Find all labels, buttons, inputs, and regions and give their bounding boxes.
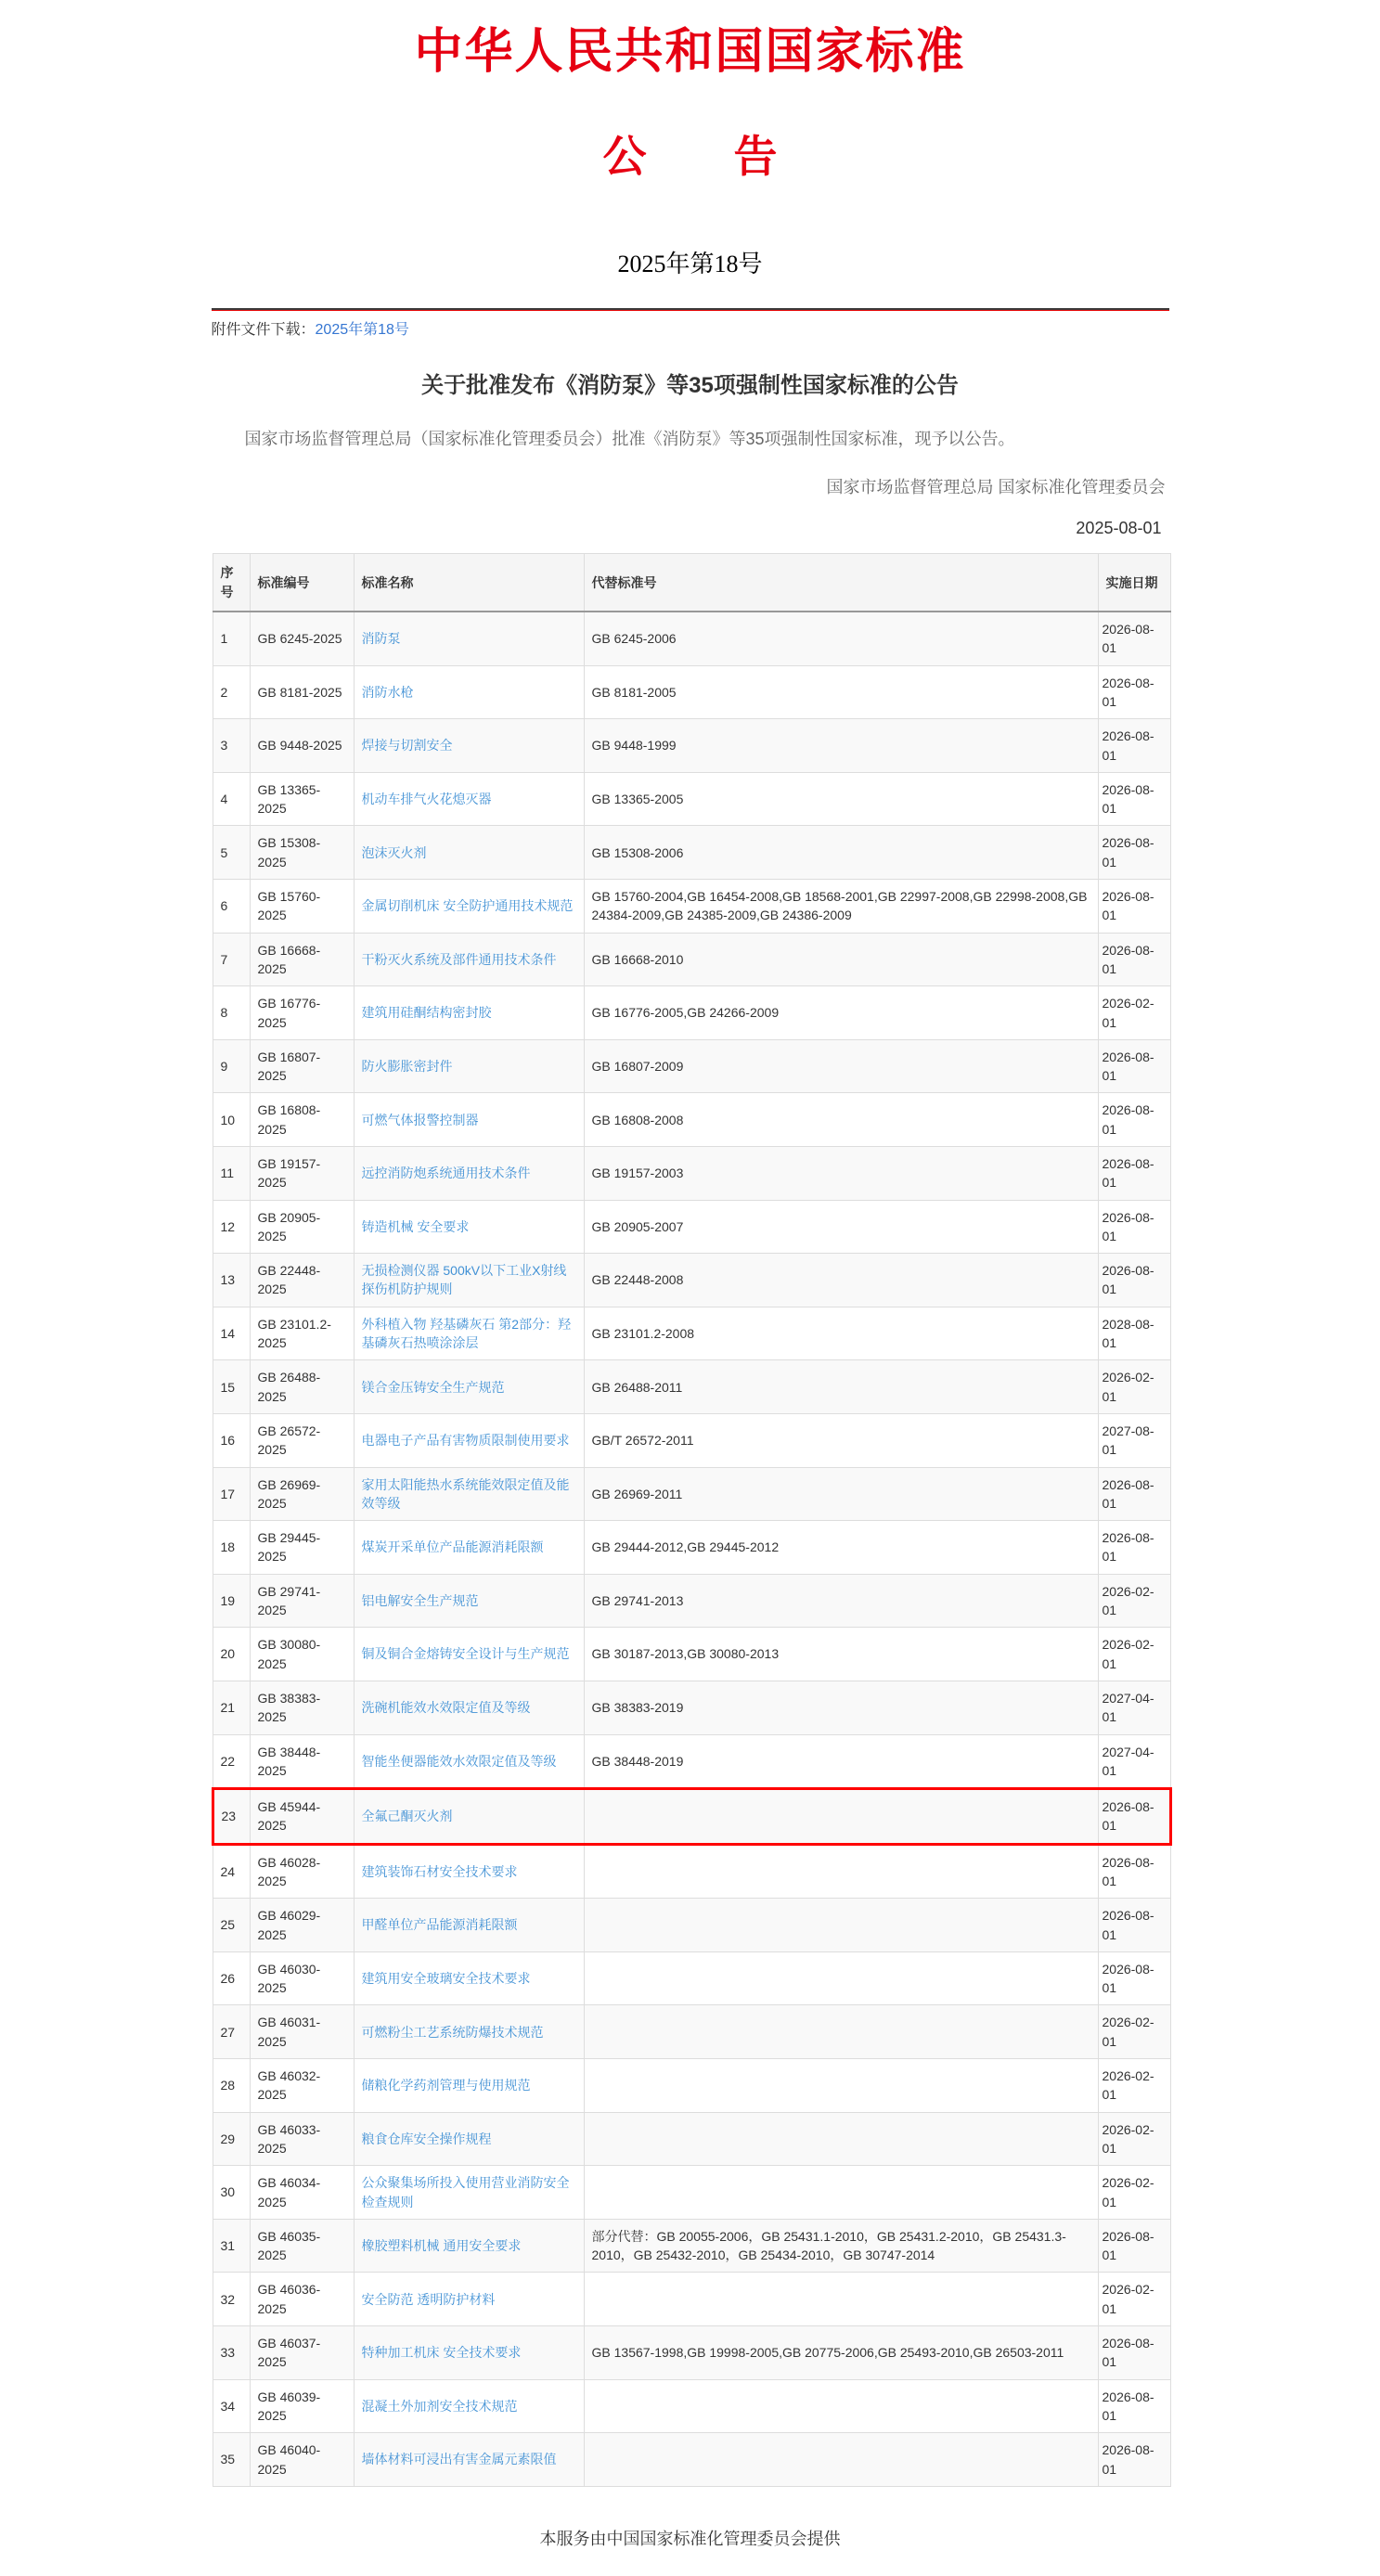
table-row (213, 1521, 1170, 1575)
cell-standard-name (354, 612, 584, 665)
cell-standard-code: GB 46030-2025 (250, 1951, 354, 2005)
cell-standard-code: GB 29445-2025 (250, 1521, 354, 1575)
table-row (213, 2219, 1170, 2273)
table-row (213, 2433, 1170, 2487)
cell-seq: 17 (213, 1467, 250, 1521)
cell-standard-code: GB 30080-2025 (250, 1628, 354, 1681)
cell-seq: 12 (213, 1200, 250, 1254)
cell-standard-name (354, 1734, 584, 1789)
cell-replaced-standards: GB/T 26572-2011 (584, 1413, 1098, 1467)
table-row (213, 1951, 1170, 2005)
page-title: 中华人民共和国国家标准 (414, 26, 966, 79)
cell-implementation-date: 2026-02-01 (1098, 986, 1170, 1040)
cell-replaced-standards (584, 2005, 1098, 2059)
table-row (213, 1844, 1170, 1899)
cell-standard-name (354, 772, 584, 826)
cell-replaced-standards (584, 2166, 1098, 2220)
cell-implementation-date: 2026-08-01 (1098, 1521, 1170, 1575)
cell-implementation-date: 2026-08-01 (1098, 1467, 1170, 1521)
cell-seq: 32 (213, 2273, 250, 2326)
cell-implementation-date: 2026-08-01 (1098, 826, 1170, 880)
cell-seq: 21 (213, 1681, 250, 1734)
cell-standard-code: GB 8181-2025 (250, 665, 354, 719)
standards-table-body (213, 612, 1170, 2486)
table-row (213, 612, 1170, 665)
cell-implementation-date: 2026-08-01 (1098, 1146, 1170, 1200)
standard-link[interactable]: 家用太阳能热水系统能效限定值及能效等级 (361, 1476, 570, 1511)
table-row (213, 2059, 1170, 2113)
cell-implementation-date: 2026-08-01 (1098, 1200, 1170, 1254)
footer-text: 本服务由中国国家标准化管理委员会提供 (539, 2529, 841, 2548)
cell-standard-name (354, 1628, 584, 1681)
standard-link[interactable]: 金属切削机床 安全防护通用技术规范 (361, 898, 574, 914)
standard-link[interactable]: 特种加工机床 安全技术要求 (361, 2345, 522, 2361)
red-divider (212, 308, 1169, 311)
standard-link[interactable]: 铜及铜合金熔铸安全设计与生产规范 (361, 1646, 570, 1662)
issue-number: 2025年第18号 (617, 250, 763, 277)
cell-seq: 25 (213, 1899, 250, 1952)
cell-standard-code: GB 22448-2025 (250, 1254, 354, 1307)
cell-seq: 18 (213, 1521, 250, 1575)
table-row (213, 2273, 1170, 2326)
cell-seq: 33 (213, 2326, 250, 2380)
cell-seq: 6 (213, 880, 250, 934)
cell-standard-code: GB 9448-2025 (250, 719, 354, 773)
cell-replaced-standards (584, 2112, 1098, 2166)
column-header-seq: 序号 (213, 554, 250, 612)
column-header-replaces: 代替标准号 (584, 554, 1098, 612)
cell-implementation-date: 2026-02-01 (1098, 2005, 1170, 2059)
table-row (213, 1899, 1170, 1952)
cell-replaced-standards: GB 23101.2-2008 (584, 1307, 1098, 1360)
table-row (213, 1734, 1170, 1789)
cell-standard-name (354, 880, 584, 934)
cell-seq: 8 (213, 986, 250, 1040)
table-row (213, 772, 1170, 826)
cell-replaced-standards: GB 15308-2006 (584, 826, 1098, 880)
column-header-name: 标准名称 (354, 554, 584, 612)
table-row (213, 2166, 1170, 2220)
standard-link[interactable]: 泡沫灭火剂 (361, 844, 427, 860)
standard-link[interactable]: 外科植入物 羟基磷灰石 第2部分：羟基磷灰石热喷涂涂层 (361, 1316, 572, 1351)
standard-link[interactable]: 智能坐便器能效水效限定值及等级 (361, 1753, 557, 1769)
cell-standard-code: GB 16776-2025 (250, 986, 354, 1040)
cell-implementation-date: 2028-08-01 (1098, 1307, 1170, 1360)
cell-seq: 10 (213, 1093, 250, 1147)
standard-link[interactable]: 可燃粉尘工艺系统防爆技术规范 (361, 2024, 544, 2040)
cell-standard-name (354, 1254, 584, 1307)
cell-implementation-date: 2026-02-01 (1098, 2059, 1170, 2113)
cell-seq: 7 (213, 933, 250, 986)
cell-standard-code: GB 20905-2025 (250, 1200, 354, 1254)
cell-seq: 5 (213, 826, 250, 880)
cell-replaced-standards (584, 2433, 1098, 2487)
cell-standard-name (354, 665, 584, 719)
cell-standard-code: GB 13365-2025 (250, 772, 354, 826)
cell-standard-code: GB 19157-2025 (250, 1146, 354, 1200)
cell-standard-code: GB 46035-2025 (250, 2219, 354, 2273)
cell-replaced-standards (584, 1844, 1098, 1899)
cell-standard-name (354, 1093, 584, 1147)
table-row (213, 665, 1170, 719)
cell-standard-name (354, 1574, 584, 1628)
cell-standard-code: GB 46040-2025 (250, 2433, 354, 2487)
cell-standard-code: GB 15308-2025 (250, 826, 354, 880)
standard-link[interactable]: 洗碗机能效水效限定值及等级 (361, 1700, 531, 1716)
column-header-code: 标准编号 (250, 554, 354, 612)
cell-replaced-standards (584, 1899, 1098, 1952)
standard-link[interactable]: 甲醛单位产品能源消耗限额 (361, 1917, 518, 1933)
cell-implementation-date: 2026-08-01 (1098, 772, 1170, 826)
cell-replaced-standards: GB 22448-2008 (584, 1254, 1098, 1307)
cell-standard-name (354, 1681, 584, 1734)
cell-implementation-date: 2027-04-01 (1098, 1681, 1170, 1734)
column-header-date: 实施日期 (1098, 554, 1170, 612)
cell-replaced-standards: GB 16807-2009 (584, 1039, 1098, 1093)
table-row (213, 1681, 1170, 1734)
cell-seq: 3 (213, 719, 250, 773)
cell-seq: 20 (213, 1628, 250, 1681)
cell-implementation-date: 2026-08-01 (1098, 665, 1170, 719)
cell-standard-name (354, 1200, 584, 1254)
table-row (213, 2379, 1170, 2433)
cell-implementation-date: 2026-08-01 (1098, 2379, 1170, 2433)
cell-implementation-date: 2026-02-01 (1098, 2273, 1170, 2326)
cell-standard-code: GB 46034-2025 (250, 2166, 354, 2220)
standard-link[interactable]: 储粮化学药剂管理与使用规范 (361, 2078, 531, 2093)
table-row (213, 1413, 1170, 1467)
cell-replaced-standards: GB 26488-2011 (584, 1360, 1098, 1414)
cell-seq: 35 (213, 2433, 250, 2487)
cell-seq: 26 (213, 1951, 250, 2005)
cell-standard-code: GB 26488-2025 (250, 1360, 354, 1414)
cell-standard-name (354, 986, 584, 1040)
cell-seq: 1 (213, 612, 250, 665)
attachment-link[interactable]: 2025年第18号 (315, 322, 409, 339)
cell-seq: 2 (213, 665, 250, 719)
cell-standard-name (354, 2112, 584, 2166)
cell-standard-name (354, 2433, 584, 2487)
cell-replaced-standards: GB 29741-2013 (584, 1574, 1098, 1628)
table-row (213, 1093, 1170, 1147)
cell-standard-code: GB 46031-2025 (250, 2005, 354, 2059)
cell-implementation-date: 2026-08-01 (1098, 1789, 1170, 1845)
table-row (213, 1574, 1170, 1628)
table-row (213, 1307, 1170, 1360)
cell-replaced-standards: GB 20905-2007 (584, 1200, 1098, 1254)
cell-standard-name (354, 1307, 584, 1360)
attachment-label: 附件文件下载： (211, 322, 316, 339)
cell-standard-code: GB 6245-2025 (250, 612, 354, 665)
cell-standard-name (354, 1467, 584, 1521)
cell-replaced-standards: GB 9448-1999 (584, 719, 1098, 773)
table-row (213, 1789, 1170, 1845)
cell-standard-name (354, 1789, 584, 1845)
cell-implementation-date: 2026-08-01 (1098, 880, 1170, 934)
cell-standard-code: GB 29741-2025 (250, 1574, 354, 1628)
table-row (213, 2005, 1170, 2059)
table-row (213, 1467, 1170, 1521)
standards-table (212, 553, 1172, 2486)
cell-replaced-standards: GB 13567-1998,GB 19998-2005,GB 20775-2006,GB 25493-2010,GB 26503-2011 (584, 2326, 1098, 2380)
cell-implementation-date: 2026-08-01 (1098, 2433, 1170, 2487)
standard-link[interactable]: 公众聚集场所投入使用营业消防安全检查规则 (361, 2175, 570, 2209)
cell-standard-name (354, 2005, 584, 2059)
standards-table-header (213, 554, 1170, 612)
cell-implementation-date: 2026-08-01 (1098, 612, 1170, 665)
cell-replaced-standards: GB 16808-2008 (584, 1093, 1098, 1147)
table-row (213, 1254, 1170, 1307)
table-row (213, 933, 1170, 986)
standard-link[interactable]: 建筑用安全玻璃安全技术要求 (361, 1971, 531, 1987)
cell-standard-name (354, 1951, 584, 2005)
cell-standard-code: GB 46029-2025 (250, 1899, 354, 1952)
table-row (213, 1039, 1170, 1093)
cell-standard-name (354, 1413, 584, 1467)
cell-implementation-date: 2026-08-01 (1098, 1844, 1170, 1899)
standard-link[interactable]: 建筑用硅酮结构密封胶 (361, 1005, 492, 1021)
announcement-body: 国家市场监督管理总局（国家标准化管理委员会）批准《消防泵》等35项强制性国家标准，现予以公告。 (244, 429, 1015, 448)
cell-replaced-standards (584, 1951, 1098, 2005)
announcement-title: 关于批准发布《消防泵》等35项强制性国家标准的公告 (421, 373, 959, 399)
cell-standard-code: GB 15760-2025 (250, 880, 354, 934)
standard-link[interactable]: 安全防范 透明防护材料 (361, 2291, 496, 2307)
table-row (213, 1628, 1170, 1681)
cell-implementation-date: 2026-08-01 (1098, 2326, 1170, 2380)
cell-standard-name (354, 2379, 584, 2433)
standard-link[interactable]: 粮食仓库安全操作规程 (361, 2131, 492, 2146)
cell-replaced-standards: GB 15760-2004,GB 16454-2008,GB 18568-2001,GB 22997-2008,GB 22998-2008,GB 24384-2009,GB 24385-2009,GB 24386-2009 (584, 880, 1098, 934)
standard-link[interactable]: 防火膨胀密封件 (361, 1058, 453, 1074)
cell-standard-name (354, 2219, 584, 2273)
cell-standard-name (354, 1844, 584, 1899)
cell-seq: 23 (213, 1789, 250, 1845)
cell-implementation-date: 2027-04-01 (1098, 1734, 1170, 1789)
cell-implementation-date: 2026-08-01 (1098, 1899, 1170, 1952)
attachment-download-row (212, 319, 1169, 341)
standard-link[interactable]: 橡胶塑料机械 通用安全要求 (361, 2238, 522, 2253)
cell-implementation-date: 2026-02-01 (1098, 2166, 1170, 2220)
cell-replaced-standards: GB 29444-2012,GB 29445-2012 (584, 1521, 1098, 1575)
standard-link[interactable]: 焊接与切割安全 (361, 738, 453, 753)
cell-replaced-standards: GB 19157-2003 (584, 1146, 1098, 1200)
cell-seq: 16 (213, 1413, 250, 1467)
standard-link[interactable]: 墙体材料可浸出有害金属元素限值 (361, 2452, 557, 2467)
cell-implementation-date: 2026-08-01 (1098, 2219, 1170, 2273)
cell-standard-name (354, 2326, 584, 2380)
cell-standard-code: GB 46037-2025 (250, 2326, 354, 2380)
cell-seq: 4 (213, 772, 250, 826)
cell-seq: 15 (213, 1360, 250, 1414)
cell-standard-name (354, 933, 584, 986)
cell-implementation-date: 2026-02-01 (1098, 1360, 1170, 1414)
cell-replaced-standards: GB 16776-2005,GB 24266-2009 (584, 986, 1098, 1040)
cell-implementation-date: 2026-02-01 (1098, 1574, 1170, 1628)
cell-seq: 31 (213, 2219, 250, 2273)
cell-seq: 19 (213, 1574, 250, 1628)
standard-link[interactable]: 远控消防炮系统通用技术条件 (361, 1166, 531, 1181)
cell-replaced-standards: GB 38448-2019 (584, 1734, 1098, 1789)
standard-link[interactable]: 无损检测仪器 500kV以下工业X射线探伤机防护规则 (361, 1263, 567, 1297)
cell-seq: 24 (213, 1844, 250, 1899)
standard-link[interactable]: 建筑装饰石材安全技术要求 (361, 1863, 518, 1879)
standard-link[interactable]: 电器电子产品有害物质限制使用要求 (361, 1433, 570, 1449)
table-row (213, 1146, 1170, 1200)
cell-seq: 13 (213, 1254, 250, 1307)
cell-implementation-date: 2026-02-01 (1098, 2112, 1170, 2166)
cell-standard-code: GB 26572-2025 (250, 1413, 354, 1467)
cell-implementation-date: 2026-08-01 (1098, 933, 1170, 986)
cell-standard-name (354, 826, 584, 880)
cell-implementation-date: 2027-08-01 (1098, 1413, 1170, 1467)
cell-implementation-date: 2026-02-01 (1098, 1628, 1170, 1681)
announcement-date: 2025-08-01 (1076, 519, 1162, 538)
cell-standard-name (354, 2273, 584, 2326)
table-row (213, 719, 1170, 773)
cell-standard-name (354, 2059, 584, 2113)
standard-link[interactable]: 机动车排气火花熄灭器 (361, 791, 492, 806)
cell-seq: 28 (213, 2059, 250, 2113)
cell-seq: 9 (213, 1039, 250, 1093)
cell-seq: 34 (213, 2379, 250, 2433)
page-subtitle: 公 告 (602, 134, 778, 183)
standard-link[interactable]: 镁合金压铸安全生产规范 (361, 1379, 505, 1395)
cell-replaced-standards (584, 2273, 1098, 2326)
cell-standard-name (354, 1146, 584, 1200)
table-row (213, 986, 1170, 1040)
cell-seq: 30 (213, 2166, 250, 2220)
standard-link[interactable]: 煤炭开采单位产品能源消耗限额 (361, 1539, 544, 1555)
cell-standard-name (354, 1521, 584, 1575)
cell-standard-code: GB 26969-2025 (250, 1467, 354, 1521)
cell-seq: 14 (213, 1307, 250, 1360)
announcement-signature: 国家市场监督管理总局 国家标准化管理委员会 (826, 478, 1166, 497)
cell-standard-code: GB 46033-2025 (250, 2112, 354, 2166)
cell-standard-code: GB 16808-2025 (250, 1093, 354, 1147)
cell-replaced-standards: 部分代替：GB 20055-2006，GB 25431.1-2010，GB 25431.2-2010，GB 25431.3-2010，GB 25432-2010，GB 25434-2010，GB 30747-2014 (584, 2219, 1098, 2273)
cell-standard-code: GB 46028-2025 (250, 1844, 354, 1899)
standard-link[interactable]: 可燃气体报警控制器 (361, 1112, 479, 1127)
cell-implementation-date: 2026-08-01 (1098, 1039, 1170, 1093)
cell-standard-code: GB 16668-2025 (250, 933, 354, 986)
standard-link[interactable]: 干粉灭火系统及部件通用技术条件 (361, 951, 557, 967)
cell-standard-code: GB 38383-2025 (250, 1681, 354, 1734)
cell-seq: 27 (213, 2005, 250, 2059)
table-row (213, 1360, 1170, 1414)
cell-replaced-standards (584, 2379, 1098, 2433)
cell-standard-code: GB 46032-2025 (250, 2059, 354, 2113)
cell-replaced-standards: GB 13365-2005 (584, 772, 1098, 826)
cell-standard-name (354, 1039, 584, 1093)
cell-standard-code: GB 16807-2025 (250, 1039, 354, 1093)
standard-link[interactable]: 全氟己酮灭火剂 (361, 1809, 453, 1824)
document (212, 26, 1169, 2550)
cell-replaced-standards: GB 8181-2005 (584, 665, 1098, 719)
table-row (213, 2112, 1170, 2166)
cell-standard-code: GB 46036-2025 (250, 2273, 354, 2326)
table-row (213, 1200, 1170, 1254)
cell-replaced-standards (584, 1789, 1098, 1845)
cell-replaced-standards: GB 38383-2019 (584, 1681, 1098, 1734)
cell-replaced-standards: GB 6245-2006 (584, 612, 1098, 665)
cell-implementation-date: 2026-08-01 (1098, 1951, 1170, 2005)
cell-standard-name (354, 1360, 584, 1414)
cell-standard-code: GB 38448-2025 (250, 1734, 354, 1789)
standard-link[interactable]: 消防泵 (361, 631, 401, 647)
table-row (213, 880, 1170, 934)
cell-replaced-standards: GB 30187-2013,GB 30080-2013 (584, 1628, 1098, 1681)
cell-replaced-standards: GB 26969-2011 (584, 1467, 1098, 1521)
table-row (213, 2326, 1170, 2380)
cell-standard-name (354, 2166, 584, 2220)
table-row (213, 826, 1170, 880)
cell-standard-code: GB 45944-2025 (250, 1789, 354, 1845)
cell-implementation-date: 2026-08-01 (1098, 719, 1170, 773)
cell-standard-code: GB 46039-2025 (250, 2379, 354, 2433)
cell-seq: 22 (213, 1734, 250, 1789)
standard-link[interactable]: 混凝土外加剂安全技术规范 (361, 2398, 518, 2414)
standard-link[interactable]: 消防水枪 (361, 684, 414, 700)
cell-standard-name (354, 719, 584, 773)
cell-standard-name (354, 1899, 584, 1952)
cell-seq: 29 (213, 2112, 250, 2166)
cell-replaced-standards (584, 2059, 1098, 2113)
cell-seq: 11 (213, 1146, 250, 1200)
cell-implementation-date: 2026-08-01 (1098, 1093, 1170, 1147)
standard-link[interactable]: 铝电解安全生产规范 (361, 1592, 479, 1608)
cell-implementation-date: 2026-08-01 (1098, 1254, 1170, 1307)
cell-replaced-standards: GB 16668-2010 (584, 933, 1098, 986)
cell-standard-code: GB 23101.2-2025 (250, 1307, 354, 1360)
standard-link[interactable]: 铸造机械 安全要求 (361, 1218, 470, 1234)
